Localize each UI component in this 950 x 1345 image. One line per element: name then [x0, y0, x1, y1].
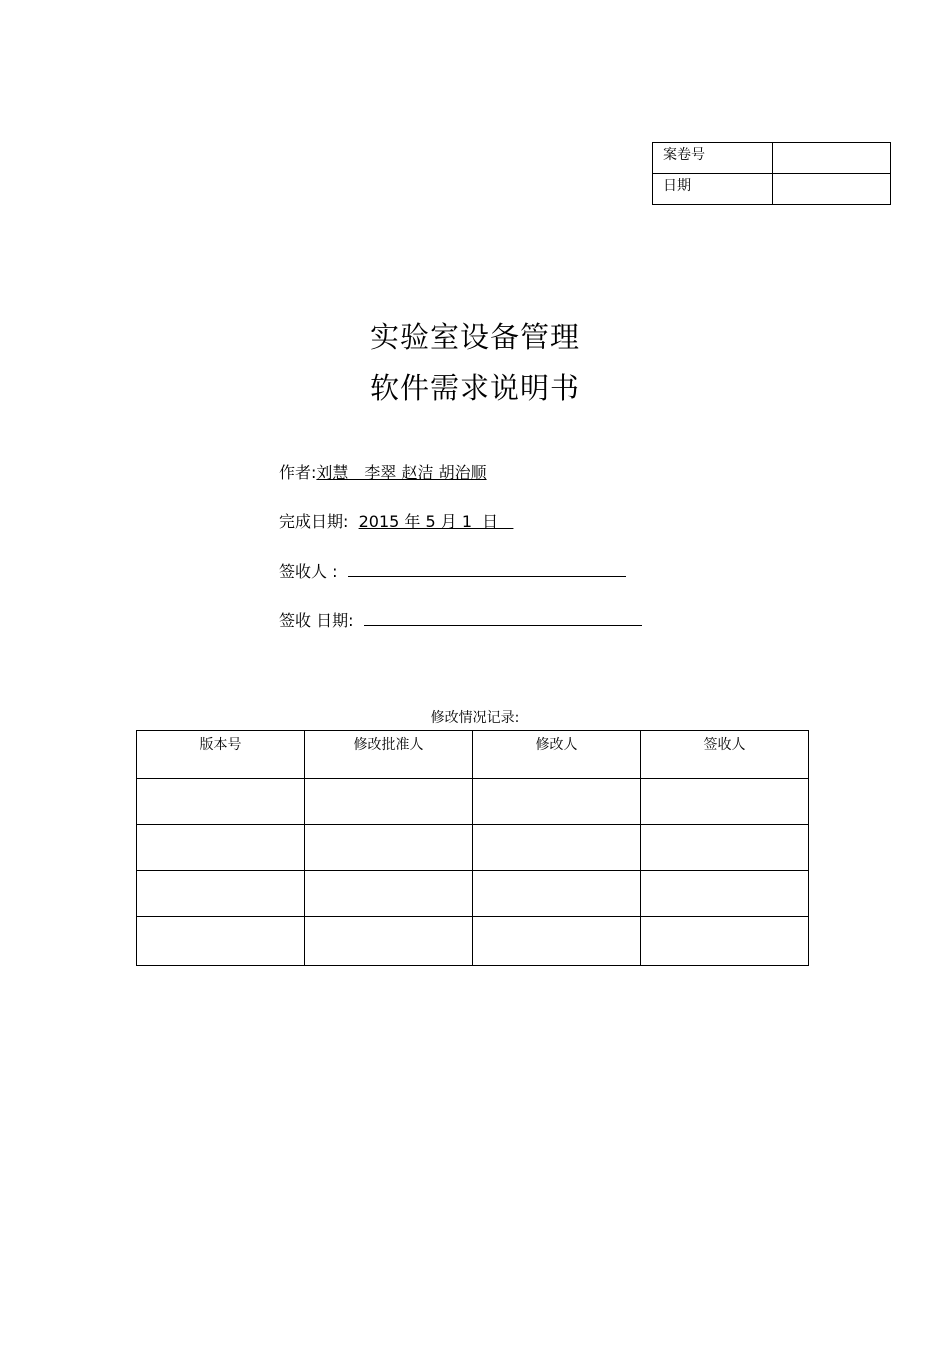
table-cell — [137, 917, 305, 966]
table-cell — [305, 871, 473, 917]
table-cell — [473, 779, 641, 825]
table-cell — [641, 917, 809, 966]
archive-row-date — [653, 174, 891, 205]
author-label: 作者: — [279, 463, 317, 482]
table-cell — [473, 917, 641, 966]
case-number-value — [773, 143, 891, 174]
table-cell — [473, 825, 641, 871]
table-cell — [137, 779, 305, 825]
table-cell — [305, 825, 473, 871]
table-cell — [641, 825, 809, 871]
header-version: 版本号 — [137, 731, 305, 779]
receive-date-label: 签收 日期: — [279, 611, 354, 630]
header-modifier: 修改人 — [473, 731, 641, 779]
author-field — [279, 460, 487, 483]
table-cell — [305, 779, 473, 825]
table-cell — [305, 917, 473, 966]
author-value: 刘慧 李翠 赵洁 胡治顺 — [316, 463, 487, 482]
archive-info-table — [652, 142, 891, 205]
table-cell — [641, 779, 809, 825]
receiver-blank-line — [348, 562, 626, 577]
case-number-label: 案卷号 — [653, 143, 773, 174]
document-title-line-1: 实验室设备管理 — [369, 320, 580, 354]
table-row — [137, 871, 809, 917]
revision-header-row — [137, 731, 809, 779]
table-row — [137, 917, 809, 966]
table-cell — [641, 871, 809, 917]
receive-date-blank-line — [364, 611, 642, 626]
table-row — [137, 825, 809, 871]
archive-date-value — [773, 174, 891, 205]
completion-date-value: 2015 年 5 月 1 日 — [358, 512, 514, 531]
document-title-line-2: 软件需求说明书 — [369, 371, 580, 405]
table-row — [137, 779, 809, 825]
archive-row-case-number — [653, 143, 891, 174]
receiver-field — [279, 559, 626, 582]
archive-date-label: 日期 — [653, 174, 773, 205]
revision-record-caption: 修改情况记录: — [430, 710, 520, 726]
header-receiver: 签收人 — [641, 731, 809, 779]
table-cell — [137, 871, 305, 917]
receiver-label: 签收人 : — [279, 562, 338, 581]
completion-date-label: 完成日期: — [279, 512, 349, 531]
completion-date-field — [279, 509, 513, 532]
receive-date-field — [279, 608, 642, 631]
header-approver: 修改批准人 — [305, 731, 473, 779]
table-cell — [473, 871, 641, 917]
table-cell — [137, 825, 305, 871]
revision-record-table — [136, 730, 809, 966]
